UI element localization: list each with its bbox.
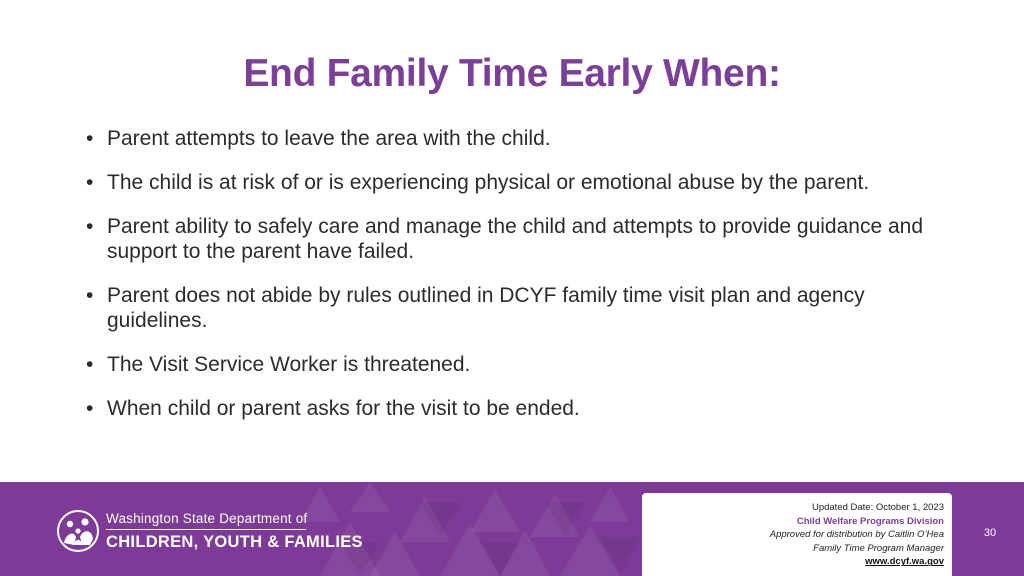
approved-by: Approved for distribution by Caitlin O’Hea xyxy=(769,529,944,541)
list-item xyxy=(86,170,956,195)
bullet-text: The child is at risk of or is experiencing physical or emotional abuse by the parent. xyxy=(107,171,870,194)
bullet-icon: • xyxy=(86,284,94,307)
logo-divider xyxy=(106,529,306,530)
family-icon xyxy=(56,509,100,553)
list-item xyxy=(86,126,956,151)
dcyf-logo xyxy=(56,508,363,554)
list-item xyxy=(86,396,956,421)
division-name: Child Welfare Programs Division xyxy=(796,515,944,527)
bullet-icon: • xyxy=(86,215,94,238)
list-item xyxy=(86,283,956,333)
bullet-text: Parent does not abide by rules outlined in DCYF family time visit plan and agency guidelines. xyxy=(107,284,865,332)
logo-line-2: CHILDREN, YOUTH & FAMILIES xyxy=(106,532,363,551)
slide-title: End Family Time Early When: xyxy=(243,52,781,95)
website-link[interactable]: www.dcyf.wa.gov xyxy=(865,556,944,568)
page-number: 30 xyxy=(983,527,997,539)
bullet-icon: • xyxy=(86,353,94,376)
list-item xyxy=(86,214,956,264)
bullet-icon: • xyxy=(86,127,94,150)
bullet-icon: • xyxy=(86,171,94,194)
logo-line-1: Washington State Department of xyxy=(106,510,308,526)
approver-role: Family Time Program Manager xyxy=(813,542,944,554)
bullet-list xyxy=(86,126,956,440)
updated-date: Updated Date: October 1, 2023 xyxy=(811,502,944,513)
list-item xyxy=(86,352,956,377)
bullet-text: Parent attempts to leave the area with the child. xyxy=(107,127,551,150)
bullet-text: The Visit Service Worker is threatened. xyxy=(107,353,471,376)
bullet-icon: • xyxy=(86,397,94,420)
bullet-text: When child or parent asks for the visit to be ended. xyxy=(107,397,580,420)
distribution-info-box xyxy=(642,493,952,576)
bullet-text: Parent ability to safely care and manage the child and attempts to provide guidance and support to the parent have failed. xyxy=(107,215,924,263)
footer-bar xyxy=(0,482,1024,576)
